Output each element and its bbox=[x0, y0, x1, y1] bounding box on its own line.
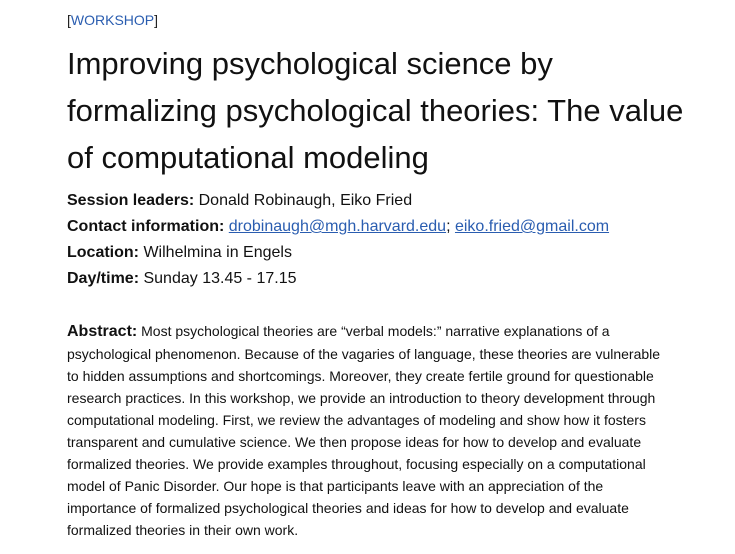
location-value: Wilhelmina in Engels bbox=[143, 244, 292, 261]
email-link-fried[interactable]: eiko.fried@gmail.com bbox=[454, 218, 610, 235]
abstract-label: Abstract: bbox=[67, 323, 138, 340]
contact-label: Contact information: bbox=[67, 218, 225, 235]
page-title: Improving psychological science by formalizing psychological theories: The value of computational modeling bbox=[67, 46, 684, 175]
session-leaders-value: Donald Robinaugh, Eiko Fried bbox=[198, 192, 413, 209]
contact-row bbox=[67, 214, 727, 240]
workshop-link[interactable]: WORKSHOP bbox=[70, 12, 155, 28]
email-separator: ; bbox=[446, 218, 451, 235]
tag-open-bracket: [ bbox=[67, 12, 71, 28]
session-details bbox=[67, 188, 727, 292]
abstract-text: Most psychological theories are “verbal models:” narrative explanations of a psychological phenomenon. Because of the vagaries of language, these theories are vulnerable to hidden assumptions and shortcomings. Moreover, they create fertile ground for questionable research practices. In this workshop, we provide an introduction to theory development through computational modeling. First, we review the advantages of modeling and show how it fosters transparent and cumulative science. We then propose ideas for how to develop and evaluate formalized theories. We provide examples throughout, focusing especially on a computational model of Panic Disorder. Our hope is that participants leave with an appreciation of the importance of formalized psychological theories and ideas for how to develop and evaluate formalized theories in their own work. bbox=[67, 323, 661, 538]
session-leaders-label: Session leaders: bbox=[67, 192, 195, 209]
tag-close-bracket: ] bbox=[154, 12, 159, 28]
daytime-label: Day/time: bbox=[67, 270, 140, 287]
daytime-row bbox=[67, 266, 727, 292]
session-type-tag bbox=[67, 12, 158, 28]
daytime-value: Sunday 13.45 - 17.15 bbox=[143, 270, 297, 287]
session-leaders-row bbox=[67, 188, 727, 214]
location-label: Location: bbox=[67, 244, 139, 261]
email-link-robinaugh[interactable]: drobinaugh@mgh.harvard.edu bbox=[228, 218, 447, 235]
location-row bbox=[67, 240, 727, 266]
abstract-paragraph bbox=[67, 320, 671, 541]
